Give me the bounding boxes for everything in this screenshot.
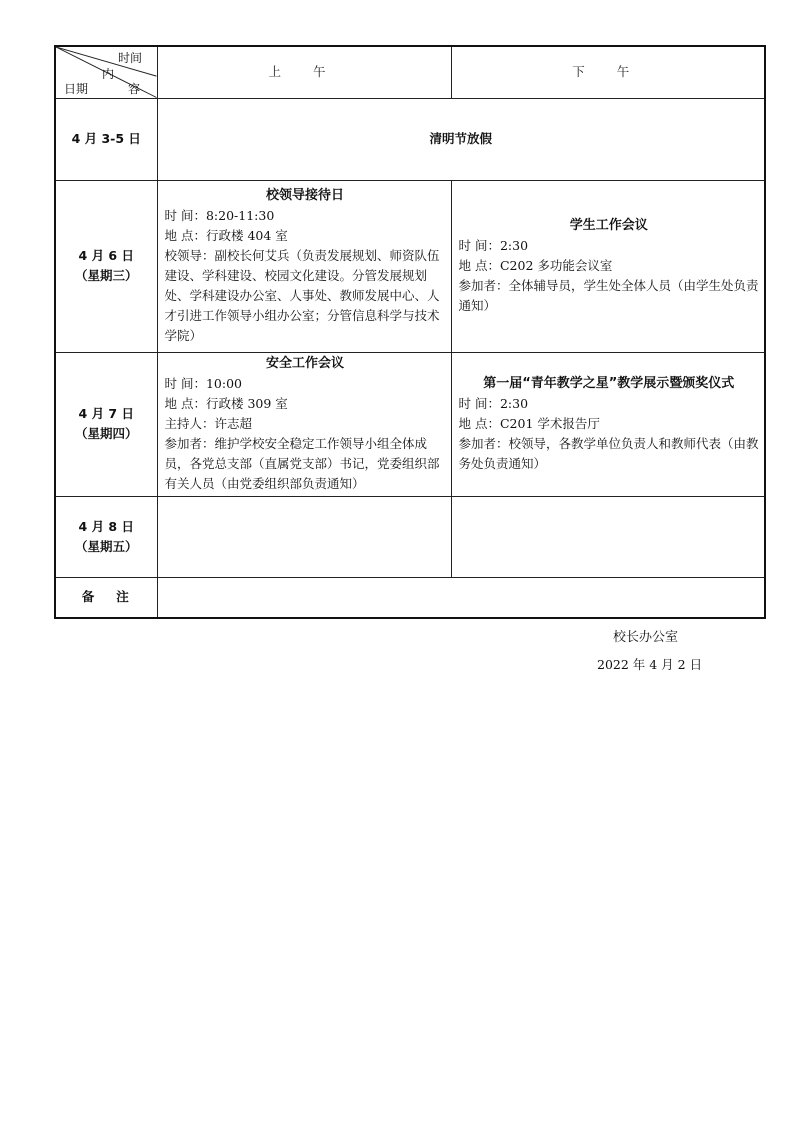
morning-event [157,352,451,496]
holiday-cell: 清明节放假 [157,98,765,180]
remark-row [55,577,765,618]
weekday-text: （星期五） [74,538,138,554]
event-participants: 参加者：维护学校安全稳定工作领导小组全体成员，各党总支部（直属党支部）书记，党委组织部有关人员（由党委组织部负责通知） [164,436,440,491]
event-host: 主持人：许志超 [164,416,253,431]
header-row [55,46,765,98]
footer-signer: 校长办公室 [613,630,679,645]
weekday-text: （星期四） [74,426,138,441]
footer-date: 2022 年 4 月 2 日 [597,657,703,672]
corner-label-time: 时间 [118,51,143,65]
event-participants: 参加者：校领导，各教学单位负责人和教师代表（由教务处负责通知） [458,436,759,471]
remark-label: 备注 [55,577,157,618]
event-time: 时 间：2:30 [458,396,529,411]
event-time: 时 间：10:00 [164,376,242,391]
event-leader: 校领导：副校长何艾兵（负责发展规划、师资队伍建设、学科建设、校园文化建设。分管发展规划处、学科建设办公室、人事处、教师发展中心、人才引进工作领导小组办公室；分管信息科学与技术学院） [164,248,440,343]
date-text: 4 月 8 日 [78,518,134,534]
corner-label-date: 日期 [64,82,89,96]
event-location: 地 点：行政楼 309 室 [164,396,288,411]
event-location: 地 点：C202 多功能会议室 [458,258,613,273]
corner-label-rong: 容 [128,82,141,96]
date-text: 4 月 3-5 日 [71,131,141,146]
date-text: 4 月 6 日 [78,248,134,263]
date-cell [55,352,157,496]
event-time: 时 间：2:30 [458,238,529,253]
table-row [55,180,765,352]
event-title: 第一届“青年教学之星”教学展示暨颁奖仪式 [483,376,735,391]
morning-event [157,496,451,577]
event-location: 地 点：C201 学术报告厅 [458,416,600,431]
table-row [55,496,765,577]
corner-label-content: 内 [102,67,115,81]
date-text: 4 月 7 日 [78,406,134,421]
afternoon-event [451,496,765,577]
morning-header: 上 午 [157,46,451,98]
event-time: 时 间：8:20-11:30 [164,208,275,223]
afternoon-header: 下 午 [451,46,765,98]
date-cell [55,496,157,577]
date-cell [55,180,157,352]
table-row [55,98,765,180]
event-title: 安全工作会议 [265,356,344,371]
date-cell [55,98,157,180]
event-location: 地 点：行政楼 404 室 [164,228,288,243]
morning-event [157,180,451,352]
event-title: 学生工作会议 [569,218,648,233]
afternoon-event [451,180,765,352]
afternoon-event [451,352,765,496]
corner-cell [55,46,157,98]
schedule-table [54,45,766,619]
event-participants: 参加者：全体辅导员，学生处全体人员（由学生处负责通知） [458,278,759,313]
table-row [55,352,765,496]
remark-value [157,577,765,618]
event-title: 校领导接待日 [265,188,344,203]
weekday-text: （星期三） [74,268,138,283]
